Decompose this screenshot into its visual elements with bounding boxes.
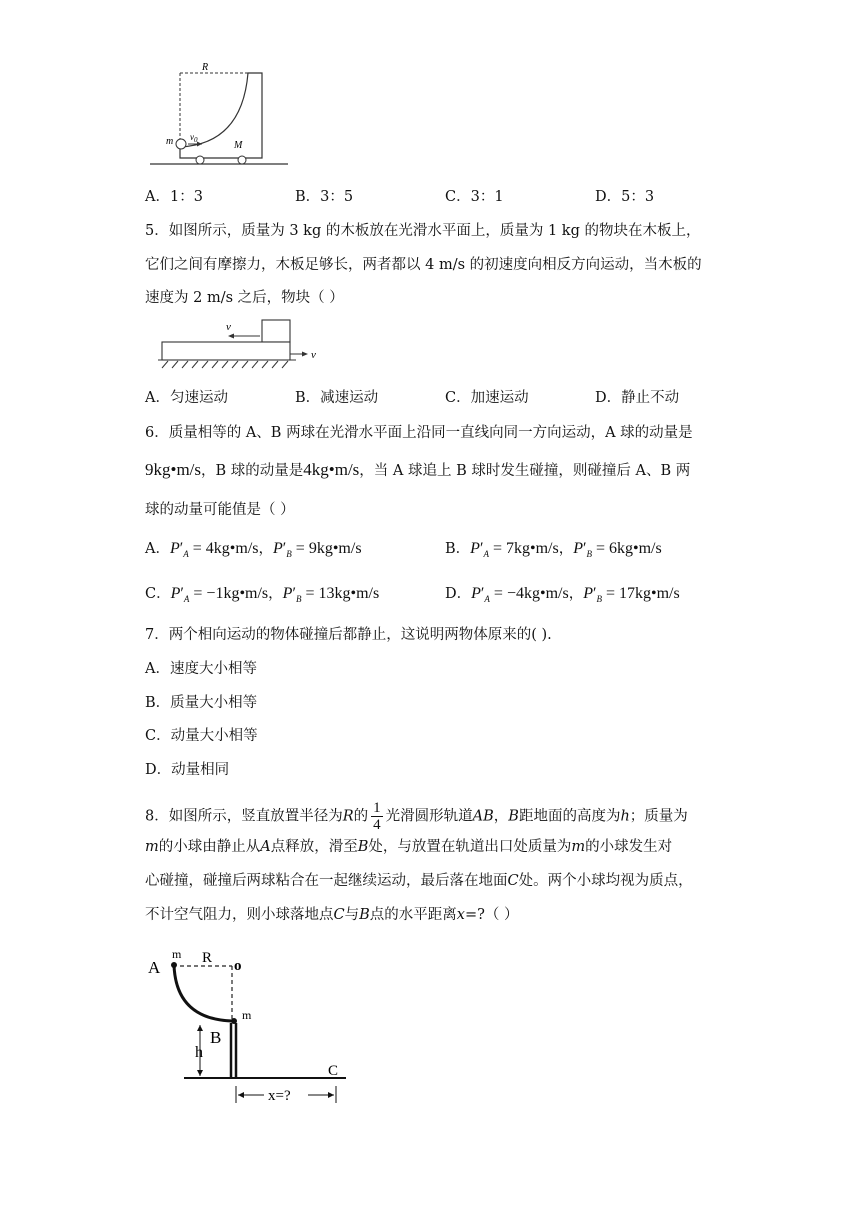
q5-stem-line-2: 它们之间有摩擦力，木板足够长，两者都以 4 m/s 的初速度向相反方向运动，当木板的 [145,257,702,273]
q5-stem-line-3: 速度为 2 m/s 之后，物块（ ） [145,290,344,306]
fig8-label-R: R [202,950,213,966]
q7-option-b: B．质量大小相等 [145,695,258,711]
figure-q8-quarter-track [140,945,360,1110]
q8-fraction-quarter: $\frac{1}{4}$ [373,800,381,833]
figure-q4-cart-track [150,62,290,172]
q7-stem: 7．两个相向运动的物体碰撞后都静止，这说明两物体原来的( ). [145,627,552,643]
q7-option-a: A．速度大小相等 [145,661,257,677]
q4-option-c: C．3：1 [445,189,504,205]
q6-option-c: C．$P'_A$ = −1kg•m/s，$P'_B$ = 13kg•m/s [145,585,380,605]
q6-momentum-b: 4kg•m/s [303,460,360,479]
q6-stem-line-1: 6．质量相等的 A、B 两球在光滑水平面上沿同一直线向同一方向运动，A 球的动量是 [145,425,693,441]
fig8-label-h: h [195,1044,203,1061]
fig4-label-R: R [202,62,209,73]
fig4-label-M: M [234,140,243,151]
figure-q5-block-board [158,318,338,370]
fig8-label-B: B [210,1028,222,1047]
q5-option-b: B．减速运动 [295,390,379,406]
q5-stem-line-1: 5．如图所示，质量为 3 kg 的木板放在光滑水平面上，质量为 1 kg 的物块在木板上， [145,223,701,239]
q8-stem-line-1: 8．如图所示，竖直放置半径为R的 $\frac{1}{4}$ 光滑圆形轨道AB，B距地面的高度为h；质量为 [145,800,688,833]
q4-option-d: D．5：3 [595,189,655,205]
q6-option-b: B．$P'_A$ = 7kg•m/s，$P'_B$ = 6kg•m/s [445,540,662,560]
q6-momentum-a: 9kg•m/s [145,460,202,479]
q5-option-c: C．加速运动 [445,390,529,406]
q7-option-d: D．动量相同 [145,762,230,778]
fig5-label-v-block: v [226,321,231,333]
q4-option-b: B．3：5 [295,189,354,205]
q6-stem-line-3: 球的动量可能值是（ ） [145,502,295,518]
q8-stem-line-2: m的小球由静止从A点释放，滑至B处，与放置在轨道出口处质量为m的小球发生对 [145,839,673,855]
fig8-label-A: A [148,958,161,977]
fig8-label-O: o [234,958,242,974]
q6-option-a: A．$P'_A$ = 4kg•m/s，$P'_B$ = 9kg•m/s [145,540,362,560]
fig8-label-x: x=? [268,1088,291,1104]
fig8-label-m1: m [172,947,182,961]
q5-option-a: A．匀速运动 [145,390,228,406]
q6-stem-line-2: 9kg•m/s，B 球的动量是4kg•m/s，当 A 球追上 B 球时发生碰撞，则碰撞后 A、B 两 [145,460,691,479]
q4-option-a: A．1：3 [145,189,203,205]
fig5-label-v-board: v [311,349,316,361]
fig8-label-C: C [328,1063,339,1079]
q8-stem-line-3: 心碰撞，碰撞后两球粘合在一起继续运动，最后落在地面C处。两个小球均视为质点， [145,873,693,889]
fig4-label-v: $v_0$ [190,132,198,144]
q8-stem-line-4: 不计空气阻力，则小球落地点C与B点的水平距离x=?（ ） [145,907,519,923]
q5-option-d: D．静止不动 [595,390,680,406]
q6-option-d: D．$P'_A$ = −4kg•m/s，$P'_B$ = 17kg•m/s [445,585,680,605]
fig8-label-m2: m [242,1008,252,1022]
q7-option-c: C．动量大小相等 [145,728,258,744]
fig4-label-m: m [166,136,174,147]
